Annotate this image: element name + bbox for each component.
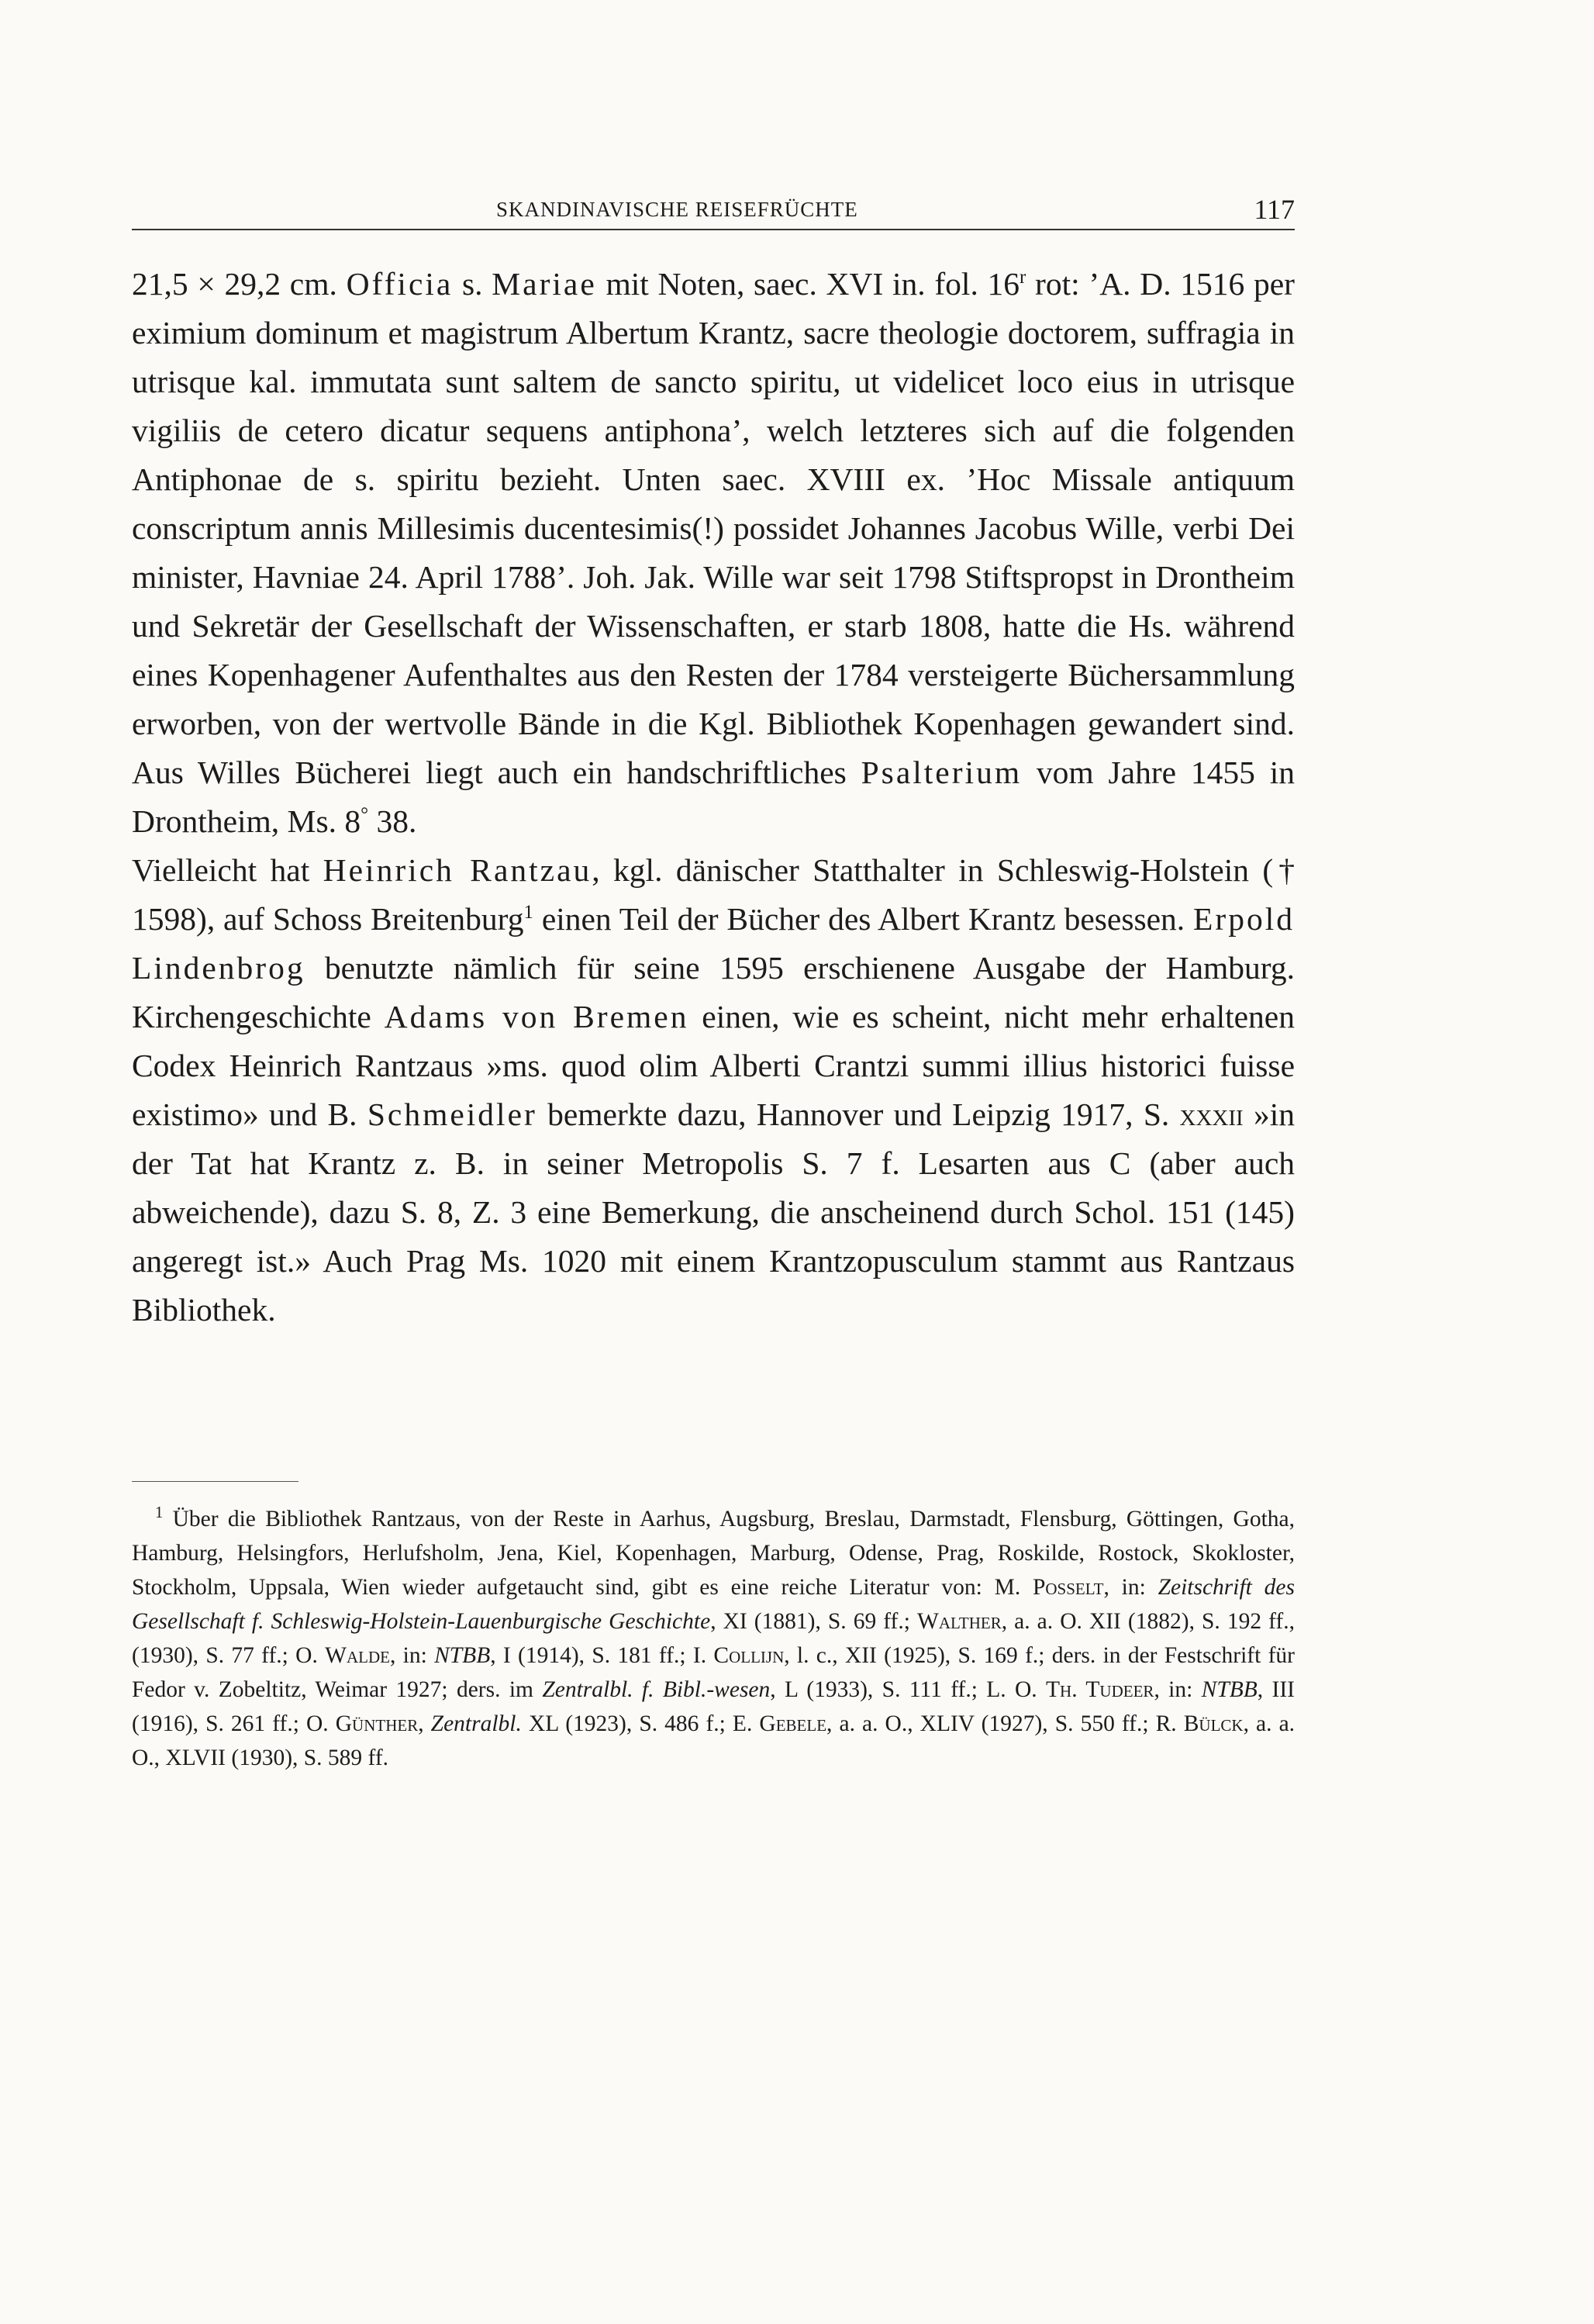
text-run: , a. a. O., XLIV (1927), S. 550 ff.; R. [826, 1711, 1184, 1736]
journal-title: NTBB [1201, 1677, 1258, 1702]
text-run: Über die Bibliothek Rantzaus, von der Reste in Aarhus, Augsburg, Breslau, Darmstadt, Flensburg, Göttingen, Gotha, Hamburg, Helsingfors, Herlufsholm, Jena, Kiel, Kopenhagen, Marburg, Odense, Prag, Roskilde, Rostock, Skokloster, Stockholm, Uppsala, Wien wieder aufgetaucht sind, gibt es eine reiche Literatur von: M. [132, 1507, 1295, 1600]
text-run: , in: [389, 1643, 435, 1668]
running-title: SKANDINAVISCHE REISEFRÜCHTE [496, 198, 858, 221]
text-run: Vielleicht hat [132, 852, 323, 888]
journal-title: NTBB [434, 1643, 491, 1668]
author-name: Gebele [759, 1711, 827, 1736]
footnote-reference: 1 [523, 902, 533, 924]
footnote-mark: 1 [155, 1504, 164, 1522]
page-number: 117 [1254, 194, 1295, 225]
text-run: , a. a. O., XLVII (1930), S. 589 ff. [132, 1711, 1296, 1770]
paragraph-2 [132, 846, 1295, 1335]
author-name: Posselt [1032, 1575, 1104, 1600]
author-name: Bülck [1183, 1711, 1244, 1736]
spaced-name-schmeidler: Schmeidler [367, 1096, 537, 1132]
running-header [132, 190, 1295, 230]
text-run: 38. [368, 803, 417, 839]
paragraph-1 [132, 260, 1295, 846]
author-name: Collijn [713, 1643, 785, 1668]
text-run: , a. a. O. XII (1882), S. 192 ff., (1930), S. 77 ff.; O. [132, 1609, 1295, 1668]
text-run: einen, wie es scheint, nicht mehr erhaltenen Codex Heinrich Rantzaus »ms. quod olim Alberti Crantzi summi illius historici fuisse existimo» und B. [132, 999, 1295, 1132]
text-run: , kgl. dänischer Statthalter in Schleswig-Holstein († 1598), auf Schoss Breitenburg [132, 852, 1295, 937]
spaced-name-adams: Adams von Bremen [384, 999, 689, 1034]
footnotes [132, 1502, 1295, 1775]
text-run: XL (1923), S. 486 f.; E. [521, 1711, 760, 1736]
footnote-1 [132, 1502, 1295, 1775]
roman-numeral: xxxii [1179, 1096, 1244, 1132]
spaced-name-lindenbrog: Erpold Lindenbrog [132, 901, 1295, 986]
text-run: , I (1914), S. 181 ff.; I. [490, 1643, 714, 1668]
text-run: benutzte nämlich für seine 1595 erschienene Ausgabe der Hamburg. Kirchengeschichte [132, 950, 1295, 1034]
text-run: mit Noten, saec. XVI in. fol. 16 [596, 266, 1020, 302]
author-name: Th. Tudeer [1046, 1677, 1154, 1702]
text-run: , l. c., XII (1925), S. 169 f.; ders. in der Festschrift für Fedor v. Zobeltitz, Weimar 1927; ders. im [132, 1643, 1296, 1702]
text-run: , in: [1154, 1677, 1202, 1702]
author-name: Walther [916, 1609, 1002, 1634]
journal-title: Zeitschrift des Gesellschaft f. Schleswig-Holstein-Lauenburgische Geschichte [132, 1575, 1295, 1634]
spaced-term-officia: Officia [346, 266, 454, 302]
text-run: , L (1933), S. 111 ff.; L. O. [770, 1677, 1047, 1702]
text-run: »in der Tat hat Krantz z. B. in seiner Metropolis S. 7 f. Lesarten aus C (aber auch abweichende), dazu S. 8, Z. 3 eine Bemerkung, die anscheinend durch Schol. 151 (145) angeregt ist.» Auch Prag Ms. 1020 mit einem Krantzopusculum stammt aus Rantzaus Bibliothek. [132, 1096, 1296, 1328]
spaced-term-psalterium: Psalterium [861, 755, 1023, 790]
text-run: einen Teil der Bücher des Albert Krantz besessen. [533, 901, 1194, 937]
text-run: bemerkte dazu, Hannover und Leipzig 1917, S. [537, 1096, 1180, 1132]
author-name: Günther [335, 1711, 419, 1736]
text-run: vom Jahre 1455 in Drontheim, Ms. 8 [132, 755, 1295, 839]
text-run: , III (1916), S. 261 ff.; O. [132, 1677, 1295, 1736]
superscript-recto: r [1020, 267, 1026, 288]
footnote-divider [132, 1481, 298, 1482]
text-run: , [418, 1711, 431, 1736]
body-text [132, 260, 1295, 1335]
journal-title: Zentralbl. f. Bibl.-wesen [542, 1677, 771, 1702]
superscript-degree: ° [361, 804, 369, 826]
journal-title: Zentralbl. [430, 1711, 522, 1736]
text-run: s. [453, 266, 492, 302]
text-run: , in: [1103, 1575, 1158, 1600]
text-run: , XI (1881), S. 69 ff.; [710, 1609, 917, 1634]
spaced-term-mariae: Mariae [492, 266, 597, 302]
author-name: Walde [325, 1643, 390, 1668]
text-run: rot: ’A. D. 1516 per eximium dominum et magistrum Albertum Krantz, sacre theologie doctorem, suffragia in utrisque kal. immutata sunt saltem de sancto spiritu, ut videlicet loco eius in utrisque vigiliis de cetero dicatur sequens antiphona’, welch letzteres sich auf die folgenden Antiphonae de s. spiritu bezieht. Unten saec. XVIII ex. ’Hoc Missale antiquum conscriptum annis Millesimis ducentesimis(!) possidet Johannes Jacobus Wille, verbi Dei minister, Havniae 24. April 1788’. Joh. Jak. Wille war seit 1798 Stiftspropst in Drontheim und Sekretär der Gesellschaft der Wissenschaften, er starb 1808, hatte die Hs. während eines Kopenhagener Aufenthaltes aus den Resten der 1784 versteigerte Büchersammlung erworben, von der wertvolle Bände in die Kgl. Bibliothek Kopenhagen gewandert sind. Aus Willes Bücherei liegt auch ein handschriftliches [132, 266, 1295, 790]
spaced-name-rantzau: Heinrich Rantzau [323, 852, 592, 888]
text-run: 21,5 × 29,2 cm. [132, 266, 347, 302]
